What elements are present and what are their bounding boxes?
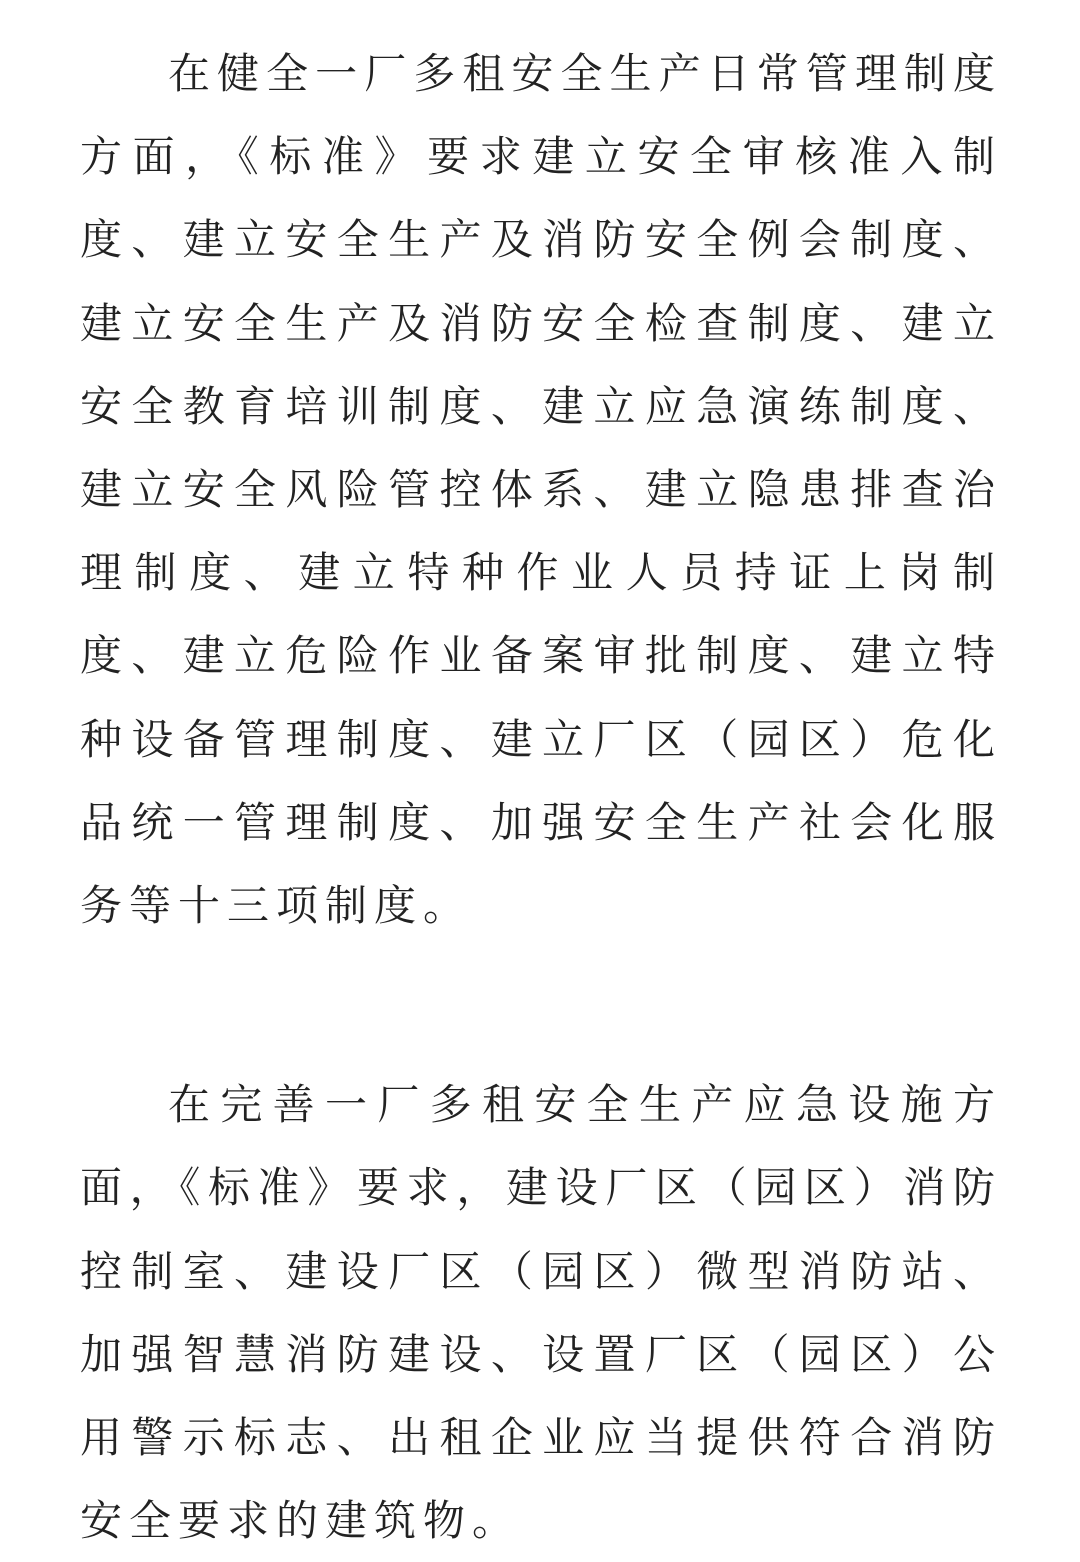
article-body xyxy=(80,32,1002,1562)
paragraph-daily-management: 在健全一厂多租安全生产日常管理制度方面，《标准》要求建立安全审核准入制度、建立安全生产及消防安全例会制度、建立安全生产及消防安全检查制度、建立安全教育培训制度、建立应急演练制度、建立安全风险管控体系、建立隐患排查治理制度、建立特种作业人员持证上岗制度、建立危险作业备案审批制度、建立特种设备管理制度、建立厂区（园区）危化品统一管理制度、加强安全生产社会化服务等十三项制度。 xyxy=(80,49,1002,931)
paragraph-emergency-facilities: 在完善一厂多租安全生产应急设施方面，《标准》要求，建设厂区（园区）消防控制室、建设厂区（园区）微型消防站、加强智慧消防建设、设置厂区（园区）公用警示标志、出租企业应当提供符合消防安全要求的建筑物。 xyxy=(80,1080,1002,1546)
